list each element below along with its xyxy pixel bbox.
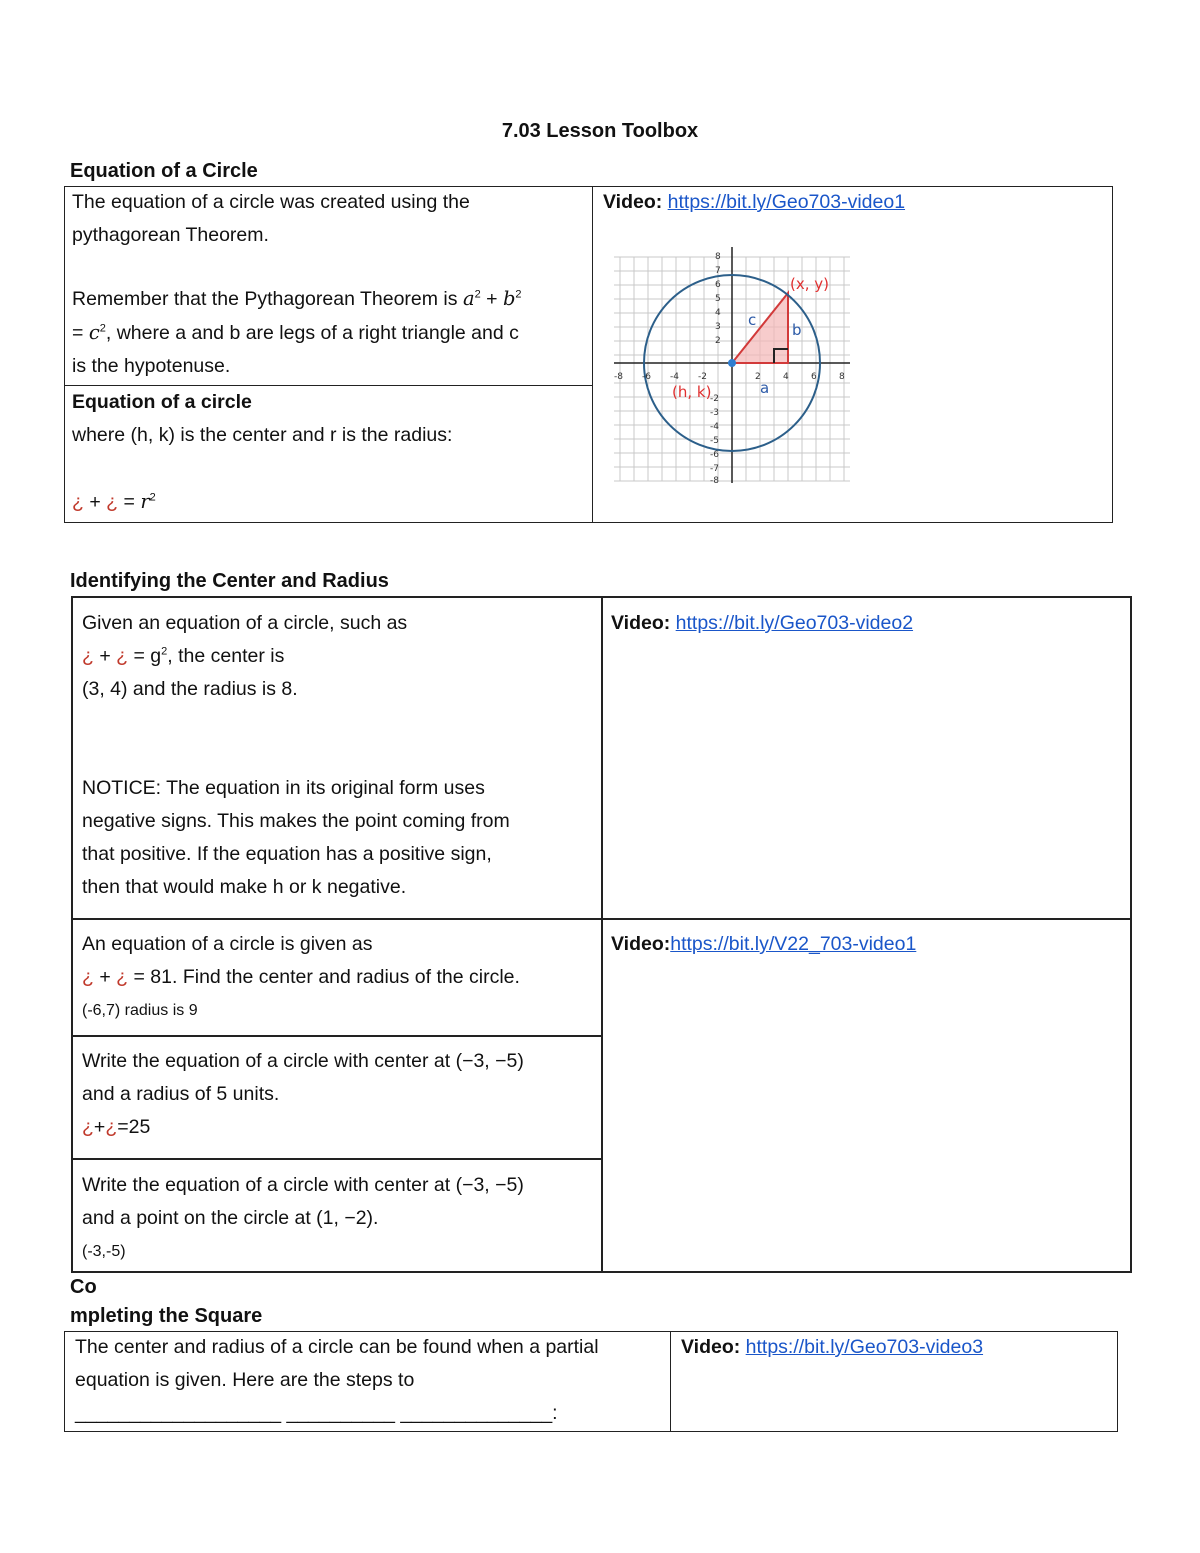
video4-link[interactable]: https://bit.ly/Geo703-video3 <box>745 1336 984 1358</box>
example3-answer: (-3,-5) <box>82 1243 126 1260</box>
intro-text: The equation of a circle was created using the pythagorean Theorem. Remember that the Pythagorean Theorem is $a^2 + b^2$ = $c^2$, where a and b are legs of a right triangle and c is the hypotenuse. <box>72 186 587 383</box>
svg-text:2: 2 <box>755 372 761 382</box>
svg-text:-4: -4 <box>710 422 719 432</box>
page-title: 7.03 Lesson Toolbox <box>501 120 699 142</box>
label-xy: (x, y) <box>790 275 829 293</box>
video1-link[interactable]: https://bit.ly/Geo703-video1 <box>667 191 906 213</box>
svg-text:3: 3 <box>715 322 721 332</box>
circle-equation-cell: Equation of a circle where (h, k) is the center and r is the radius: ¿ + ¿ = $r^2$ <box>72 386 587 519</box>
video3-link[interactable]: https://bit.ly/V22_703-video1 <box>670 933 917 955</box>
svg-text:-2: -2 <box>710 394 719 404</box>
row-divider <box>71 918 1132 920</box>
blank-line: ___________________ __________ ______________: <box>75 1402 558 1424</box>
column-divider <box>601 596 603 1273</box>
svg-text:-5: -5 <box>710 436 719 446</box>
svg-text:4: 4 <box>783 372 789 382</box>
given-equation: ¿ + ¿ = $g^2$, the center is <box>82 645 285 667</box>
video1-line: Video: https://bit.ly/Geo703-video1 <box>603 191 906 213</box>
example2-answer: ¿+¿=25 <box>82 1116 151 1138</box>
svg-text:6: 6 <box>811 372 817 382</box>
pythagorean-statement: Remember that the Pythagorean Theorem is $a^2 + b^2$ <box>72 287 522 310</box>
example2-cell: Write the equation of a circle with center at (−3, −5) and a radius of 5 units. ¿+¿=25 <box>82 1045 597 1144</box>
circle-graph <box>610 245 855 485</box>
example3-cell: Write the equation of a circle with center at (−3, −5) and a point on the circle at (1, −2). (-3,-5) <box>82 1169 597 1268</box>
example1-equation: ¿ + ¿ = 81. Find the center and radius of the circle. <box>82 966 520 988</box>
video2-line: Video: https://bit.ly/Geo703-video2 <box>611 612 914 634</box>
row-divider <box>71 1035 601 1037</box>
label-b: b <box>792 321 802 339</box>
row-divider <box>71 1158 601 1160</box>
given-example-cell: Given an equation of a circle, such as ¿ + ¿ = $g^2$, the center is (3, 4) and the radius is 8. NOTICE: The equation in its original form uses negative signs. This makes the point coming from that positive. If the equation has a positive sign, then that would make h or k negative. <box>82 607 597 904</box>
svg-text:5: 5 <box>715 294 721 304</box>
svg-text:-6: -6 <box>642 372 651 382</box>
svg-text:-3: -3 <box>710 408 719 418</box>
svg-text:-2: -2 <box>698 372 707 382</box>
svg-text:8: 8 <box>715 252 721 262</box>
example1-answer: (-6,7) radius is 9 <box>82 1002 198 1019</box>
section-heading-completing-square-part1: Co <box>70 1276 97 1298</box>
svg-text:-8: -8 <box>710 476 719 485</box>
example1-cell: An equation of a circle is given as ¿ + ¿ = 81. Find the center and radius of the circle. (-6,7) radius is 9 <box>82 928 597 1027</box>
column-divider <box>592 186 593 523</box>
svg-text:-4: -4 <box>670 372 679 382</box>
video4-line: Video: https://bit.ly/Geo703-video3 <box>681 1336 984 1358</box>
circle-equation-title: Equation of a circle <box>72 391 252 413</box>
svg-text:4: 4 <box>715 308 721 318</box>
svg-text:-8: -8 <box>614 372 623 382</box>
video2-link[interactable]: https://bit.ly/Geo703-video2 <box>675 612 914 634</box>
label-c: c <box>748 311 757 329</box>
svg-text:2: 2 <box>715 336 721 346</box>
circle-equation-formula: ¿ + ¿ = $r^2$ <box>72 490 156 513</box>
section-heading-equation-of-circle: Equation of a Circle <box>70 160 258 182</box>
svg-text:-7: -7 <box>710 464 719 474</box>
notice-text: NOTICE: The equation in its original form uses negative signs. This makes the point coming from that positive. If the equation has a positive sign, then that would make h or k negative. <box>82 777 510 898</box>
svg-text:-6: -6 <box>710 450 719 460</box>
svg-text:6: 6 <box>715 280 721 290</box>
svg-text:8: 8 <box>839 372 845 382</box>
completing-square-text: The center and radius of a circle can be found when a partial equation is given. Here are the steps to ___________________ __________ ______________: <box>75 1331 667 1430</box>
section-heading-identifying-center: Identifying the Center and Radius <box>70 570 389 592</box>
column-divider <box>670 1331 671 1432</box>
label-a: a <box>760 379 770 397</box>
label-hk: (h, k) <box>672 383 712 401</box>
video3-line: Video:https://bit.ly/V22_703-video1 <box>611 933 917 955</box>
svg-text:7: 7 <box>715 266 721 276</box>
center-point <box>728 359 736 367</box>
section-heading-completing-square-part2: mpleting the Square <box>70 1305 263 1327</box>
